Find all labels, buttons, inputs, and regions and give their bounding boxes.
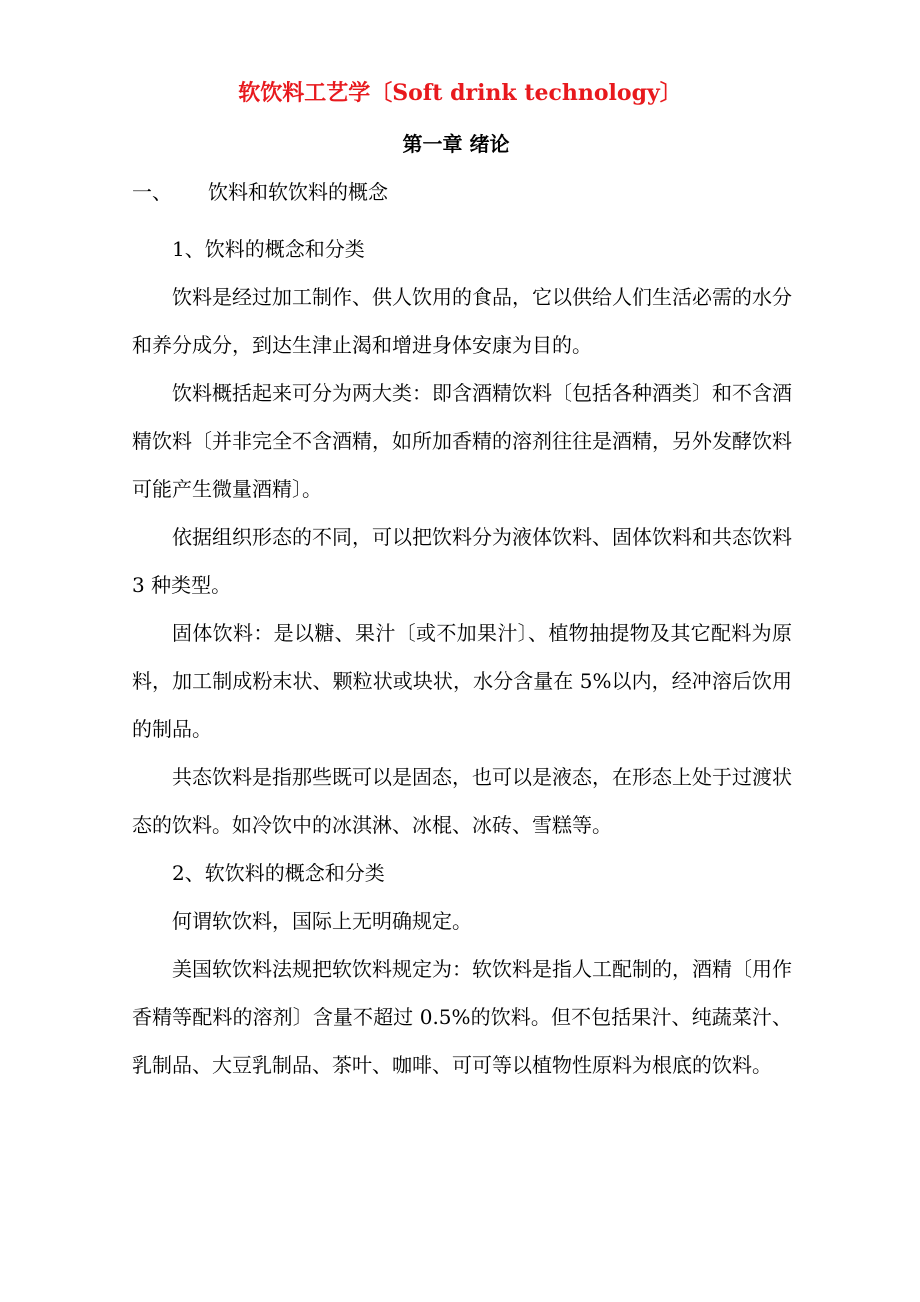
- subsection-heading: 2、软饮料的概念和分类: [172, 861, 385, 885]
- section-heading: [132, 176, 388, 205]
- subsection-heading: 1、饮料的概念和分类: [172, 237, 365, 261]
- section-number: 一、: [132, 180, 172, 204]
- paragraph: 固体饮料：是以糖、果汁〔或不加果汁〕、植物抽提物及其它配料为原料，加工制成粉末状、颗粒状或块状，水分含量在 5%以内，经冲溶后饮用的制品。: [132, 621, 792, 741]
- document-body: [132, 225, 792, 1089]
- paragraph: 饮料是经过加工制作、供人饮用的食品，它以供给人们生活必需的水分和养分成分，到达生津止渴和增进身体安康为目的。: [132, 285, 792, 357]
- document-title: 软饮料工艺学〔Soft drink technology〕: [238, 80, 682, 106]
- section-title: 饮料和软饮料的概念: [208, 180, 388, 204]
- paragraph: 美国软饮料法规把软饮料规定为：软饮料是指人工配制的，酒精〔用作香精等配料的溶剂〕含量不超过 0.5%的饮料。但不包括果汁、纯蔬菜汁、乳制品、大豆乳制品、茶叶、咖啡、可可等以植物性原料为根底的饮料。: [132, 957, 792, 1077]
- paragraph: 共态饮料是指那些既可以是固态，也可以是液态，在形态上处于过渡状态的饮料。如冷饮中的冰淇淋、冰棍、冰砖、雪糕等。: [132, 765, 792, 837]
- paragraph: 何谓软饮料，国际上无明确规定。: [172, 909, 472, 933]
- paragraph: 饮料概括起来可分为两大类：即含酒精饮料〔包括各种酒类〕和不含酒精饮料〔并非完全不含酒精，如所加香精的溶剂往往是酒精，另外发酵饮料可能产生微量酒精〕。: [132, 381, 792, 501]
- chapter-title: 第一章 绪论: [402, 132, 510, 156]
- paragraph: 依据组织形态的不同，可以把饮料分为液体饮料、固体饮料和共态饮料 3 种类型。: [132, 525, 792, 597]
